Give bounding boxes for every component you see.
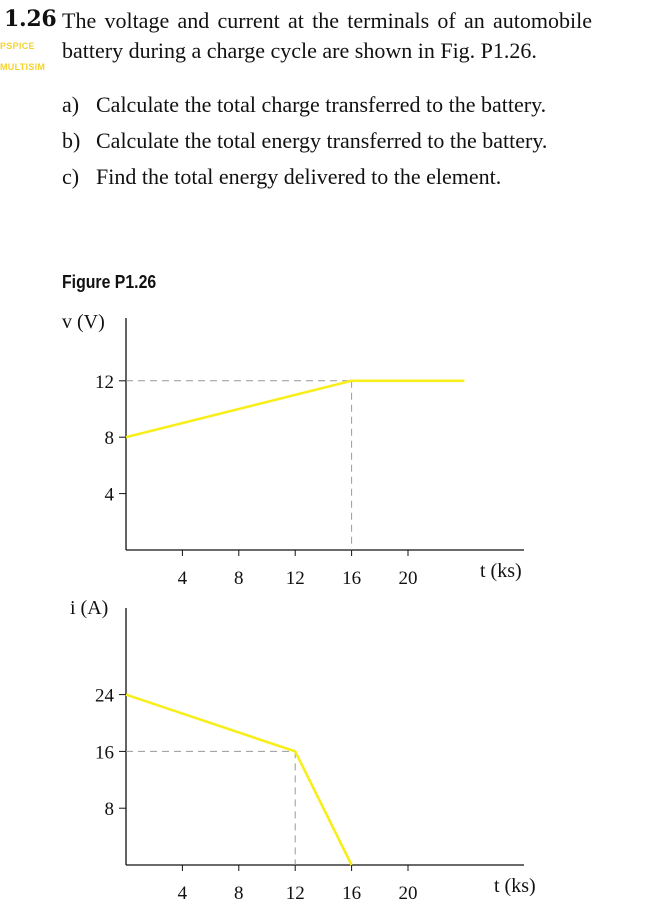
chart-2-x-tick-label-4: 16 — [342, 883, 362, 904]
chart-2-y-tick-label-1: 8 — [104, 799, 114, 821]
chart-1-x-tick-label-4: 16 — [342, 568, 362, 589]
chart-2-x-tick-label-3: 12 — [285, 883, 305, 904]
chart-2-x-axis-label: t (ks) — [494, 875, 536, 897]
chart-1-y-tick-label-3: 12 — [95, 371, 114, 393]
chart-1-x-tick-label-5: 20 — [398, 568, 418, 589]
multisim-badge: MULTISIM — [0, 62, 46, 72]
chart-2-x-tick-label-5: 20 — [398, 883, 418, 904]
pspice-badge: PSPICE — [0, 41, 35, 51]
part-b-letter: b) — [62, 128, 81, 153]
chart-1-x-tick-label-3: 12 — [285, 568, 305, 589]
chart-1-y-tick-label-2: 8 — [104, 428, 114, 450]
chart-2-y-tick-label-3: 24 — [95, 685, 114, 707]
chart-1-x-tick-label-1: 4 — [177, 568, 188, 589]
chart-2-x-tick-label-2: 8 — [234, 883, 244, 904]
problem-statement: The voltage and current at the terminals of an automobile battery during a charge cycle are shown in Fig. P1.26. — [62, 8, 592, 63]
chart-1-y-tick-label-1: 4 — [104, 484, 114, 506]
chart-1-x-tick-label-2: 8 — [234, 568, 244, 589]
figure-title: Figure P1.26 — [62, 272, 157, 292]
part-c-text: Find the total energy delivered to the element. — [96, 164, 502, 189]
chart-1-y-axis-label: v (V) — [62, 311, 105, 333]
chart-1-x-axis-label: t (ks) — [480, 560, 522, 582]
chart-2-series-line-1 — [126, 695, 352, 865]
part-b-text: Calculate the total energy transferred to the battery. — [96, 128, 548, 153]
part-c-letter: c) — [62, 164, 80, 189]
chart-2-x-tick-label-1: 4 — [177, 883, 188, 904]
part-a-letter: a) — [62, 92, 80, 117]
chart-2-y-axis-label: i (A) — [70, 597, 109, 619]
chart-2-y-tick-label-2: 16 — [95, 742, 114, 764]
part-a-text: Calculate the total charge transferred to the battery. — [96, 92, 547, 117]
problem-number: 1.26 — [4, 6, 57, 32]
chart-1-series-line-1 — [126, 381, 464, 437]
